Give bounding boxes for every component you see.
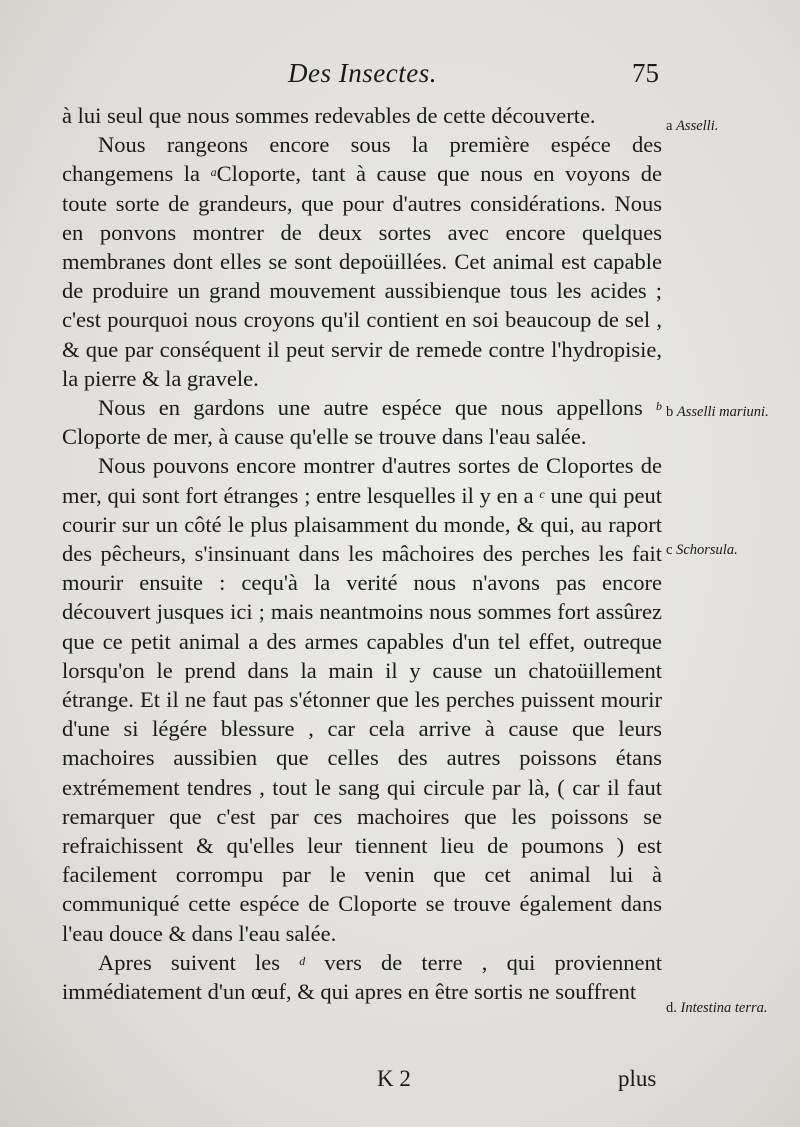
margin-notes	[666, 0, 796, 1127]
catchword: plus	[618, 1066, 657, 1091]
paragraph-2-text-a: Nous rangeons encore sous la première espéce des changemens la	[62, 132, 662, 187]
margin-note-term: Intestina terra.	[680, 1000, 768, 1016]
paragraph-2-text-b: Cloporte, tant à cause que nous en voyons de toute sorte de grandeurs, que pour d'autres considérations. Nous en ponvons montrer de deux sortes avec encore quelques membranes dont elles se sont depoüillées. Cet animal est capable de produire un grand mouvement aussibienque tous les acides ; c'est pourquoi nous croyons qu'il contient en soi beaucoup de sel , & que par conséquent il peut servir de remede contre l'hydropisie, la pierre & la gravele.	[62, 161, 662, 391]
margin-note-term: Asselli.	[676, 118, 719, 134]
paragraph-3-text-a: Nous en gardons une autre espéce que nous appellons	[98, 395, 656, 421]
paragraph-3	[62, 393, 662, 451]
paragraph-3-text-b: Cloporte de mer, à cause qu'elle se trouve dans l'eau salée.	[62, 424, 587, 450]
page-number: 75	[632, 58, 659, 88]
margin-note-letter: a	[666, 118, 673, 134]
margin-note-term: Schorsula.	[676, 542, 738, 558]
page-footer	[0, 1066, 800, 1100]
paragraph-2	[62, 130, 662, 393]
paragraph-4	[62, 451, 662, 947]
margin-note-letter: d.	[666, 1000, 677, 1016]
paragraph-4-text-a: Nous pouvons encore montrer d'autres sortes de Cloportes de mer, qui sont fort étranges ; entre lesquelles il y en a	[62, 453, 662, 508]
paragraph-5-text-a: Apres suivent les	[98, 949, 300, 975]
note-ref-a: a	[210, 165, 217, 180]
margin-note-b	[666, 404, 791, 421]
note-ref-d: d	[299, 953, 306, 968]
note-ref-b: b	[656, 399, 662, 414]
margin-note-letter: b	[666, 404, 674, 420]
margin-note-a	[666, 118, 791, 135]
margin-note-term: Asselli mariuni.	[676, 404, 769, 420]
paragraph-1-text: à lui seul que nous sommes redevables de cette découverte.	[62, 103, 596, 128]
paragraph-1	[62, 101, 662, 130]
margin-note-d	[666, 1000, 791, 1017]
paragraph-4-text-b: une qui peut courir sur un côté le plus plaisamment du monde, & qui, au raport des pêcheurs, s'insinuant dans les mâchoires des perches les fait mourir ensuite : cequ'à la verité nous n'avons pas encore découvert jusques ici ; mais neantmoins nous sommes fort assûrez que ce petit animal a des armes capables d'un tel effet, outreque lorsqu'on le prend dans la main il y cause un chatoüillement étrange. Et il ne faut pas s'étonner que les perches puissent mourir d'une si légére blessure , car cela arrive à cause que leurs machoires aussibien que celles des autres poissons étans extrémement tendres , tout le sang qui circule par là, ( car il faut remarquer que c'est par ces machoires que les poissons se refraichissent & qu'elles leur tiennent lieu de poumons ) est facilement corrompu par le venin que cet animal lui à communiqué cette espéce de Cloporte se trouve également dans l'eau douce & dans l'eau salée.	[62, 482, 662, 946]
running-title: Des Insectes.	[288, 58, 437, 88]
margin-note-letter: c	[666, 542, 673, 558]
main-text-block	[62, 101, 662, 1006]
note-ref-c: c	[539, 486, 545, 501]
paragraph-5	[62, 948, 662, 1006]
paragraph-5-text-b: vers de terre , qui proviennent immédiatement d'un œuf, & qui apres en être sortis ne souffrent	[62, 949, 662, 1005]
signature-mark: K 2	[377, 1066, 411, 1091]
margin-note-c	[666, 542, 791, 559]
